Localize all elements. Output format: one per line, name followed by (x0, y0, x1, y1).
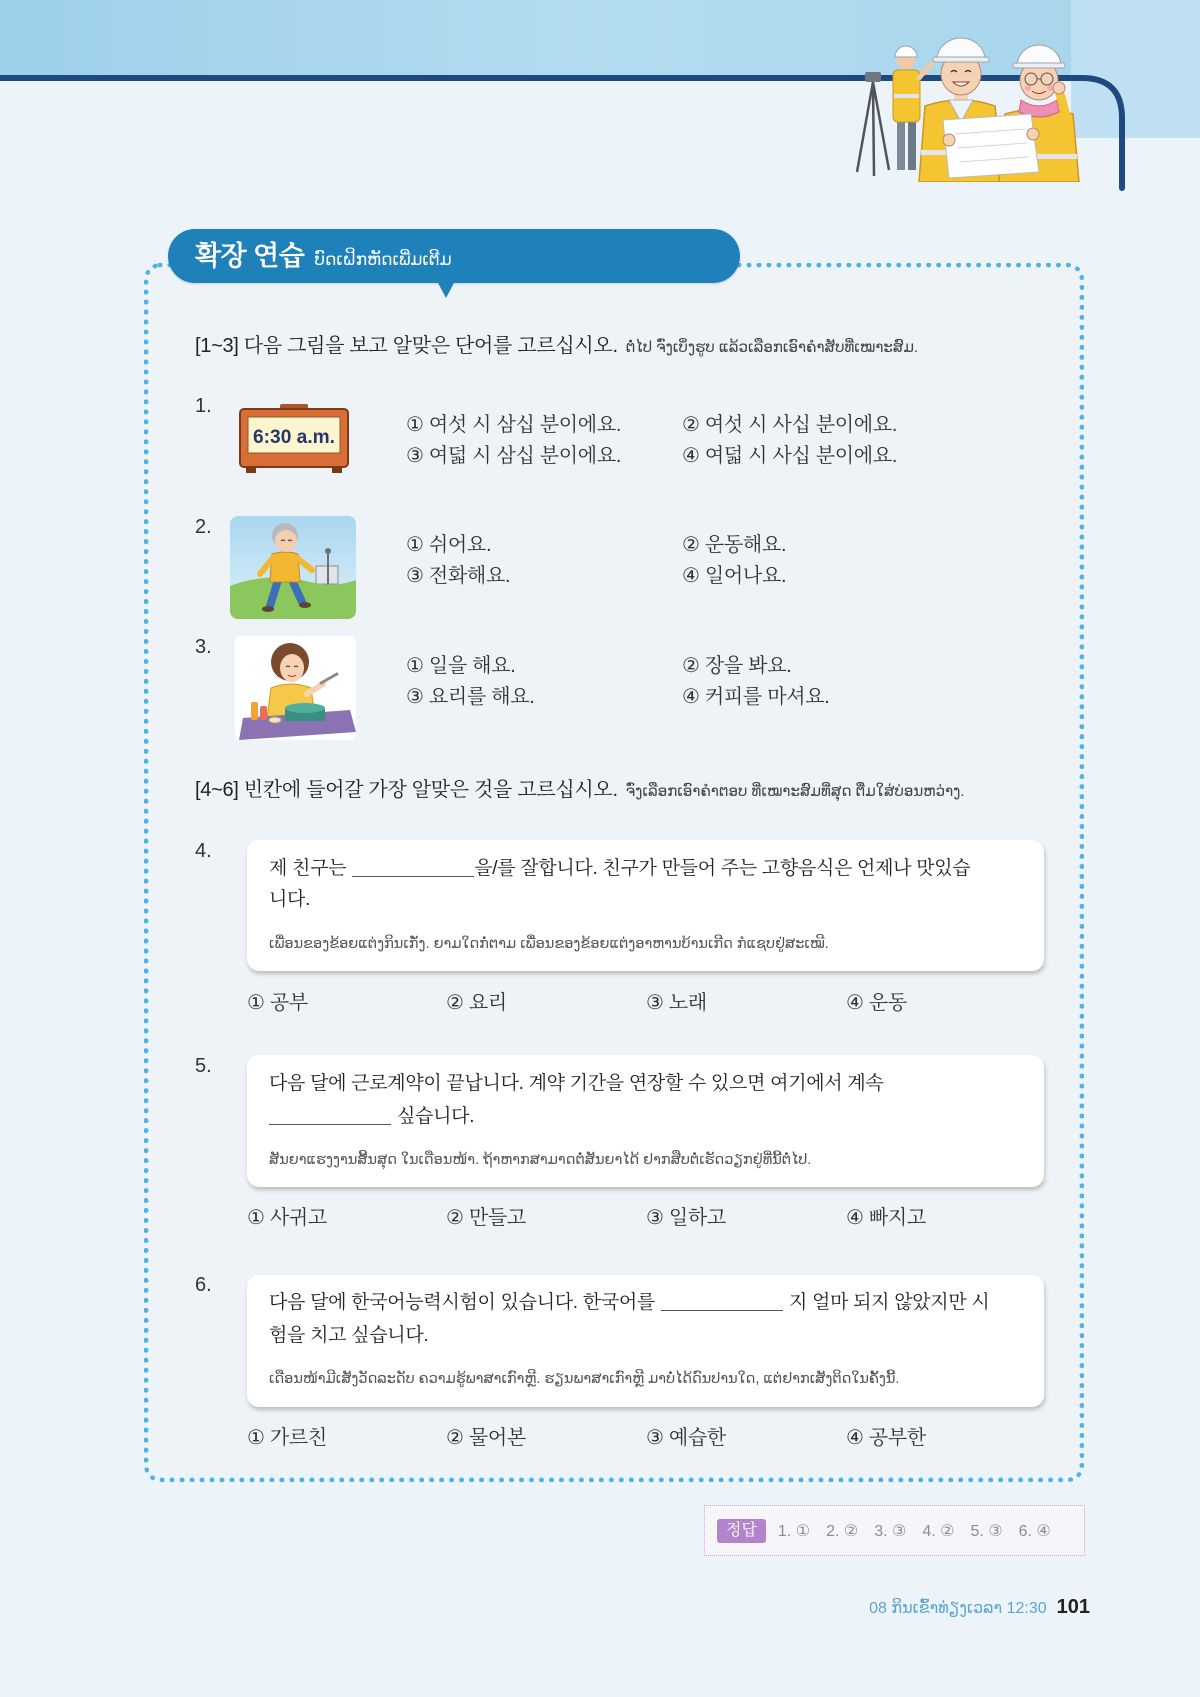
option-5-1: ① 사귀고 (247, 1207, 327, 1229)
page-footer (869, 1596, 1090, 1619)
option-6-4: ④ 공부한 (846, 1427, 926, 1449)
answer-blank (269, 1107, 391, 1125)
clock-leg-right (332, 467, 342, 473)
sentence-text: 지 얼마 되지 않았지만 시 (788, 1292, 990, 1313)
option-4-3: ③ 노래 (646, 992, 707, 1014)
answer-key-box (704, 1505, 1085, 1556)
lao-translation: ສັນຍາແຮງງານສິ້ນສຸດ ໃນເດືອນໜ້າ. ຖ້າຫາກສາມາດຕໍ່ສັນຍາໄດ້ ຢາກສືບຕໍ່ເຮັດວຽກຢູ່ທີ່ນີ້ຕໍ່ໄປ. (269, 1152, 812, 1168)
lao-translation: ເພື່ອນຂອງຂ້ອຍແຕ່ງກິນເກັ່ງ. ຍາມໃດກໍ່ຕາມ ເພື່ອນຂອງຂ້ອຍແຕ່ງອາຫານບ້ານເກີດ ກໍແຊບຢູ່ສະເໝີ. (269, 936, 829, 952)
chapter-title: 08 ກິນເຂົ້າທ່ຽງເວລາ 12:30 (869, 1600, 1047, 1617)
question-number-3: 3. (195, 636, 212, 658)
sentence-line-2 (269, 1103, 474, 1131)
option-4-4: ④ 운동 (846, 992, 907, 1014)
clock-time: 6:30 a.m. (253, 427, 335, 448)
section-title-ko: 확장 연습 (195, 241, 305, 271)
cooking-pot (285, 703, 325, 721)
sentence-line-2: 험을 치고 싶습니다. (269, 1325, 429, 1346)
question-number-6: 6. (195, 1274, 212, 1296)
answer-item: 5. ③ (970, 1522, 1003, 1540)
option-6-1: ① 가르친 (247, 1427, 327, 1449)
option-2-3: ③ 전화해요. (406, 565, 511, 587)
answer-key-label: 정답 (717, 1519, 766, 1543)
option-4-2: ② 요리 (446, 992, 507, 1014)
question-box-4 (247, 840, 1044, 971)
surveying-tripod (857, 72, 889, 176)
answer-item: 3. ③ (874, 1522, 907, 1540)
option-4-1: ① 공부 (247, 992, 308, 1014)
tab-pointer (437, 281, 455, 298)
question-number-4: 4. (195, 840, 212, 862)
instruction-ko: [4~6] 빈칸에 들어갈 가장 알맞은 것을 고르십시오. (195, 779, 618, 801)
sentence-line-2: 니다. (269, 889, 311, 910)
question-number-5: 5. (195, 1055, 212, 1077)
option-2-2: ② 운동해요. (682, 534, 787, 556)
section-title-tab (168, 229, 740, 283)
option-3-3: ③ 요리를 해요. (406, 686, 535, 708)
top-right-block (1071, 0, 1200, 138)
answer-blank (352, 859, 474, 877)
option-3-1: ① 일을 해요. (406, 655, 516, 677)
answer-list (778, 1521, 1051, 1541)
option-1-3: ③ 여덟 시 삼십 분이에요. (406, 445, 622, 467)
answer-item: 1. ① (777, 1522, 811, 1540)
option-6-2: ② 물어본 (446, 1427, 526, 1449)
instruction-1-3 (195, 331, 918, 363)
instruction-lo: ຈົ່ງເລືອກເອົາຄຳຕອບ ທີ່ເໝາະສົມທີ່ສຸດ ຕື່ມໃສ່ບ່ອນຫວ່າງ. (625, 783, 965, 800)
option-1-2: ② 여섯 시 사십 분이에요. (682, 414, 898, 436)
option-2-1: ① 쉬어요. (406, 534, 492, 556)
option-3-2: ② 장을 봐요. (682, 655, 792, 677)
question-box-6 (247, 1275, 1044, 1407)
option-5-3: ③ 일하고 (646, 1207, 726, 1229)
sentence-line-1: 다음 달에 근로계약이 끝납니다. 계약 기간을 연장할 수 있으면 여기에서 계속 (269, 1073, 884, 1094)
construction-workers-illustration (845, 22, 1085, 182)
question-number-2: 2. (195, 516, 212, 538)
answer-blank (661, 1293, 783, 1311)
cooking-woman-illustration (235, 636, 356, 740)
sentence-text: 다음 달에 한국어능력시험이 있습니다. 한국어를 (269, 1292, 655, 1313)
instruction-4-6 (195, 775, 965, 807)
sentence-text: 을/를 잘합니다. 친구가 만들어 주는 고향음식은 언제나 맛있습 (474, 858, 971, 879)
option-2-4: ④ 일어나요. (682, 565, 787, 587)
option-1-1: ① 여섯 시 삼십 분이에요. (406, 414, 622, 436)
option-3-4: ④ 커피를 마셔요. (682, 686, 830, 708)
sentence-text: 싶습니다. (397, 1106, 475, 1127)
option-6-3: ③ 예습한 (646, 1427, 726, 1449)
question-number-1: 1. (195, 395, 212, 417)
answer-item: 4. ② (922, 1522, 955, 1540)
answer-item: 6. ④ (1018, 1522, 1051, 1540)
walking-person-illustration (230, 516, 356, 619)
clock-leg-left (246, 467, 256, 473)
instruction-ko: [1~3] 다음 그림을 보고 알맞은 단어를 고르십시오. (195, 335, 618, 357)
sentence-line-1 (269, 1289, 989, 1317)
question-box-5 (247, 1055, 1044, 1187)
alarm-clock-illustration (238, 404, 350, 474)
page-number: 101 (1056, 1596, 1090, 1618)
blueprint-paper (943, 114, 1039, 178)
answer-item: 2. ② (826, 1522, 859, 1540)
section-title-lo: ບົດເຝິກຫັດເພີ່ມເຕີມ (314, 250, 452, 269)
lao-translation: ເດືອນໜ້າມີເສັງວັດລະດັບ ຄວາມຮູ້ພາສາເກົາຫຼີ. ຮຽນພາສາເກົາຫຼີ ມາບໍ່ໄດ້ດົນປານໃດ, ແຕ່ຢາກເສັງຕິດໃນຄັ້ງນີ້. (269, 1371, 900, 1387)
option-5-2: ② 만들고 (446, 1207, 526, 1229)
instruction-lo: ຕໍ່ໄປ ຈົ່ງເບິ່ງຮູບ ແລ້ວເລືອກເອົາຄຳສັບທີ່ເໝາະສົມ. (625, 339, 919, 356)
sentence-line-1 (269, 855, 970, 883)
sentence-text: 제 친구는 (269, 858, 347, 879)
option-1-4: ④ 여덟 시 사십 분이에요. (682, 445, 898, 467)
option-5-4: ④ 빠지고 (846, 1207, 926, 1229)
